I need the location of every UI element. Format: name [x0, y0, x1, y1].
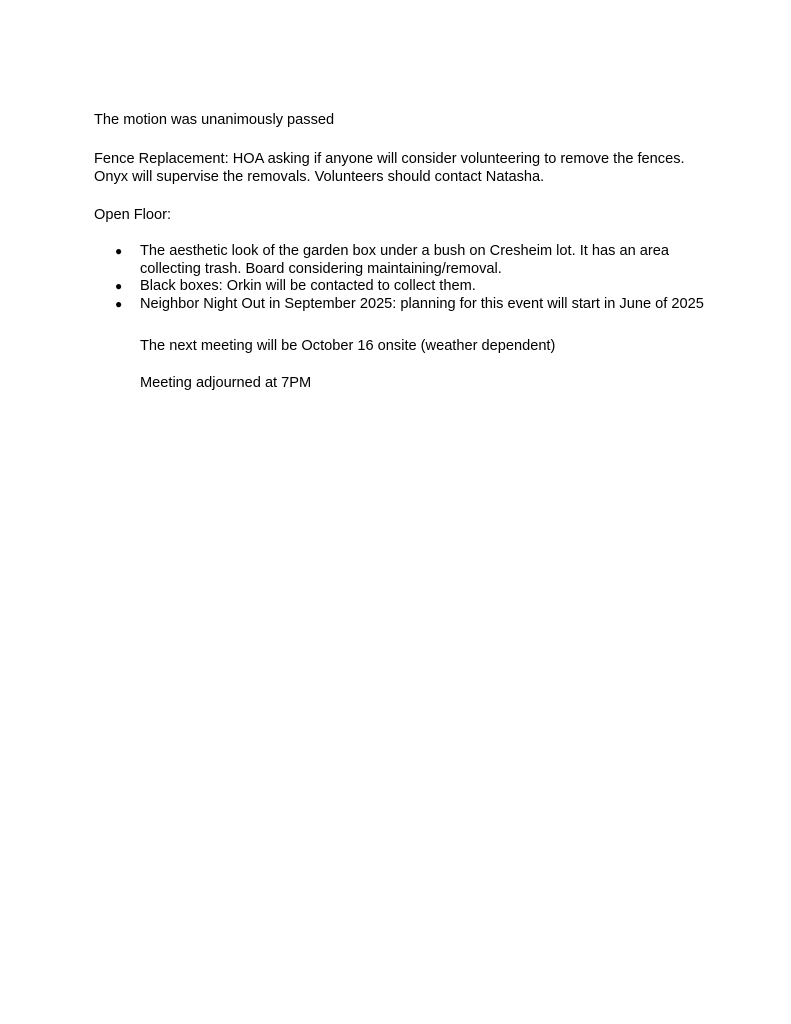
bullet-icon: ● — [115, 279, 123, 293]
list-item-line: Black boxes: Orkin will be contacted to collect them. — [140, 278, 476, 294]
open-floor-list — [94, 243, 734, 313]
motion-result-text: The motion was unanimously passed — [94, 112, 335, 128]
fence-replacement-line-2: Onyx will supervise the removals. Volunteers should contact Natasha. — [94, 169, 545, 185]
bullet-icon: ● — [115, 244, 123, 258]
next-meeting-text: The next meeting will be October 16 onsite (weather dependent) — [140, 338, 556, 354]
list-item — [94, 296, 734, 314]
open-floor-heading: Open Floor: — [94, 207, 172, 223]
bullet-icon: ● — [115, 296, 123, 311]
list-item-line: collecting trash. Board considering maintaining/removal. — [140, 260, 502, 277]
meeting-adjourned-text: Meeting adjourned at 7PM — [140, 375, 312, 391]
fence-replacement-line-1: Fence Replacement: HOA asking if anyone will consider volunteering to remove the fences. — [94, 151, 685, 167]
list-item-line: Neighbor Night Out in September 2025: planning for this event will start in June of 2025 — [140, 295, 704, 312]
list-item-line: The aesthetic look of the garden box under a bush on Cresheim lot. It has an area — [140, 243, 669, 259]
list-item — [94, 243, 734, 278]
list-item — [94, 278, 734, 296]
